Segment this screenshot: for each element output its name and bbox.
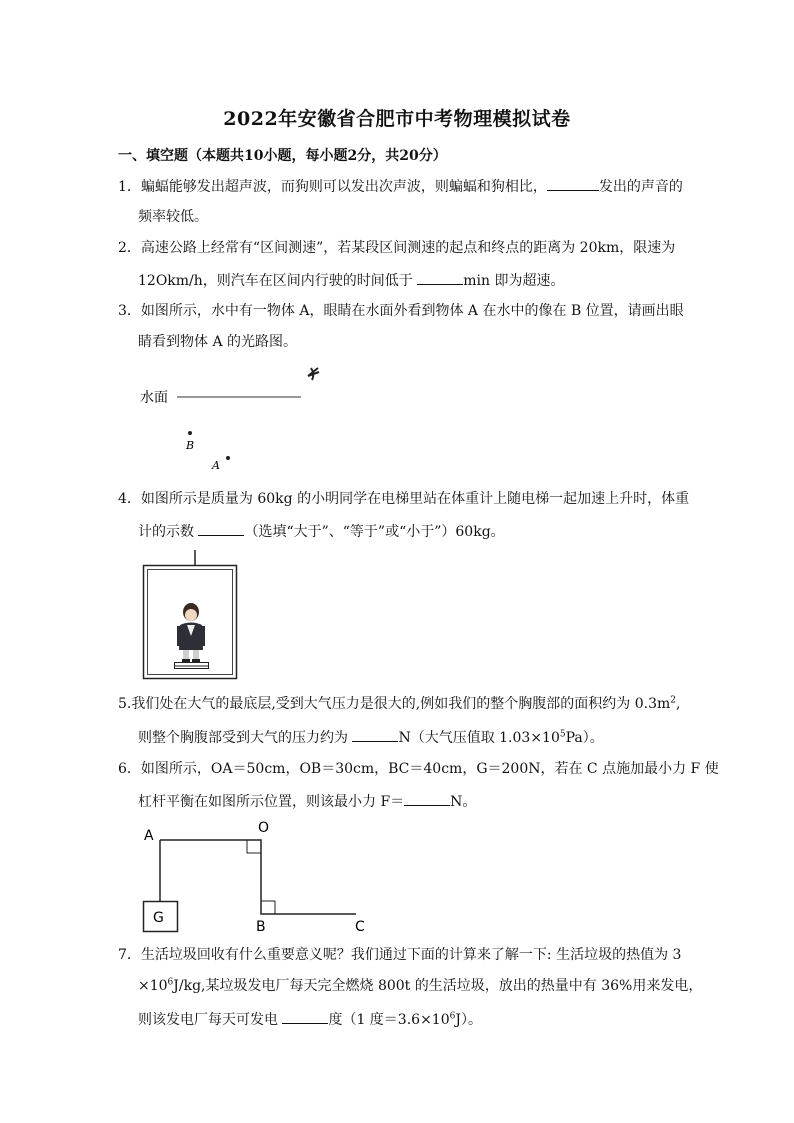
point-b-label: B <box>256 919 266 935</box>
question-3-line-1: 3．如图所示，水中有一物体 A，眼睛在水面外看到物体 A 在水中的像在 B 位置，请画出眼 <box>118 303 684 319</box>
answer-blank[interactable] <box>352 727 398 742</box>
question-4-line-1: 4．如图所示是质量为 60kg 的小明同学在电梯里站在体重计上随电梯一起加速上升时，体重 <box>118 491 690 507</box>
question-6-line-2: 杠杆平衡在如图所示位置，则该最小力 F＝ N。 <box>138 791 476 811</box>
point-a-label: A <box>144 828 154 844</box>
answer-blank[interactable] <box>282 1009 328 1024</box>
point-o-label: O <box>258 820 270 836</box>
question-number: 1． <box>118 179 141 195</box>
point-a <box>226 456 230 460</box>
point-b-label: B <box>186 439 195 452</box>
section-heading: 一、填空题（本题共10小题，每小题2分，共20分） <box>118 148 447 164</box>
question-number: 6． <box>118 761 141 777</box>
water-surface-label: 水面 <box>140 390 168 406</box>
point-c-label: C <box>355 919 365 935</box>
lever-figure <box>138 815 378 935</box>
question-number: 4． <box>118 491 141 507</box>
page-title: 2022年安徽省合肥市中考物理模拟试卷 <box>223 108 571 130</box>
weight-label: G <box>153 910 164 926</box>
answer-blank[interactable] <box>198 521 244 536</box>
question-number: 5. <box>118 696 132 712</box>
question-1-line-1: 1．蝙蝠能够发出超声波，而狗则可以发出次声波，则蝙蝠和狗相比， 发出的声音的 <box>118 176 683 196</box>
question-5-line-2: 则整个胸腹部受到大气的压力约为 N（大气压值取 $1.03\times 10^5Pa$）。 <box>138 727 604 747</box>
question-7-line-1: 7．生活垃圾回收有什么重要意义呢？我们通过下面的计算来了解一下: 生活垃圾的热值为 3 <box>118 947 682 963</box>
question-number: 3． <box>118 303 141 319</box>
elevator-figure <box>140 550 240 680</box>
question-2-line-2: 12Okm/h，则汽车在区间内行驶的时间低于 min 即为超速。 <box>138 270 564 290</box>
answer-blank[interactable] <box>404 791 450 806</box>
lever-arm <box>160 840 356 914</box>
question-4-line-2: 计的示数 （选填“大于”、“等于”或“小于”）60kg。 <box>138 521 505 541</box>
question-number: 2． <box>118 240 141 256</box>
answer-blank[interactable] <box>547 176 599 191</box>
question-7-line-3: 则该发电厂每天可发电 度（1 度$=3.6\times 10^6J$）。 <box>138 1009 482 1029</box>
question-6-line-1: 6．如图所示，OA＝50cm，OB＝30cm，BC＝40cm，G＝200N，若在 C 点施加最小力 F 使 <box>118 761 719 777</box>
question-number: 7． <box>118 947 141 963</box>
right-angle-mark-o <box>247 840 261 853</box>
point-a-label: A <box>212 459 220 472</box>
question-5-line-1: 5.我们处在大气的最底层,受到大气压力是很大的,例如我们的整个胸腹部的面积约为 $0.3m^2$, <box>118 695 681 712</box>
question-2-line-1: 2．高速公路上经常有“区间测速”，若某段区间测速的起点和终点的距离为 20km，限速为 <box>118 240 676 256</box>
water-surface-figure <box>135 360 335 475</box>
eye-icon <box>308 368 319 380</box>
right-angle-mark-b <box>261 901 275 914</box>
answer-blank[interactable] <box>417 270 463 285</box>
question-1-line-2: 频率较低。 <box>138 209 208 225</box>
question-3-line-2: 睛看到物体 A 的光路图。 <box>138 334 298 350</box>
point-b <box>188 431 192 435</box>
question-7-line-2: $\times 10^6J/kg$,某垃圾发电厂每天完全燃烧 800t 的生活垃圾，放出的热量中有 36%用来发电， <box>138 977 703 994</box>
